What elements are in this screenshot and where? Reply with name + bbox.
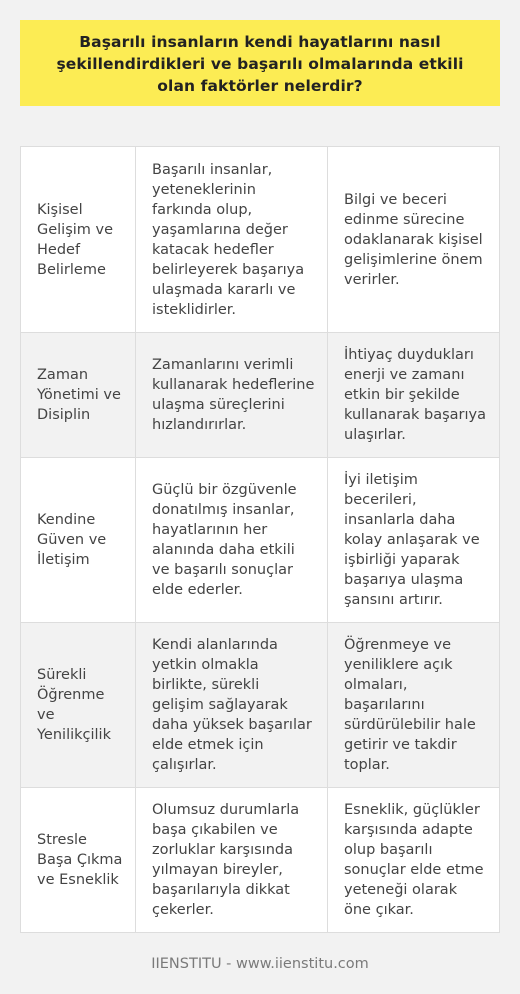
effect-text: İyi iletişim becerileri, insanlarla daha kolay anlaşarak ve işbirliği yaparak başarıya ulaşma şansını artırır.: [344, 472, 480, 608]
description-cell: [136, 623, 328, 787]
page-title: [20, 20, 500, 106]
description-cell: [136, 147, 328, 332]
description-text: Başarılı insanlar, yeteneklerinin farkında olup, yaşamlarına değer katacak hedefler belirleyerek başarıya ulaşmada kararlı ve isteklidirler.: [152, 161, 305, 318]
effect-cell: [328, 333, 499, 457]
footer-text: IIENSTITU - www.iienstitu.com: [151, 956, 369, 972]
description-text: Zamanlarını verimli kullanarak hedeflerine ulaşma süreçlerini hızlandırırlar.: [152, 357, 315, 433]
effect-cell: [328, 788, 499, 932]
table-row: [21, 147, 499, 333]
factor-cell: [21, 788, 136, 932]
description-cell: [136, 333, 328, 457]
effect-text: İhtiyaç duydukları enerji ve zamanı etkin bir şekilde kullanarak başarıya ulaşırlar.: [344, 347, 486, 443]
factors-table: [20, 146, 500, 933]
table-row: [21, 788, 499, 932]
effect-cell: [328, 147, 499, 332]
factor-text: Kişisel Gelişim ve Hedef Belirleme: [37, 201, 114, 278]
effect-text: Öğrenmeye ve yeniliklere açık olmaları, başarılarını sürdürülebilir hale getirir ve takdir toplar.: [344, 637, 476, 773]
factor-text: Zaman Yönetimi ve Disiplin: [37, 367, 121, 423]
factor-cell: [21, 333, 136, 457]
description-text: Güçlü bir özgüvenle donatılmış insanlar, hayatlarının her alanında daha etkili ve başarılı sonuçlar elde ederler.: [152, 482, 297, 598]
factor-cell: [21, 147, 136, 332]
description-text: Olumsuz durumlarla başa çıkabilen ve zorluklar karşısında yılmayan bireyler, başarılarıyla dikkat çekerler.: [152, 802, 300, 918]
factor-text: Stresle Başa Çıkma ve Esneklik: [37, 832, 123, 888]
factor-text: Kendine Güven ve İletişim: [37, 512, 107, 568]
description-cell: [136, 788, 328, 932]
description-cell: [136, 458, 328, 622]
effect-text: Bilgi ve beceri edinme sürecine odaklanarak kişisel gelişimlerine önem verirler.: [344, 191, 483, 288]
effect-cell: [328, 458, 499, 622]
footer-credit: [0, 954, 520, 974]
table-row: [21, 333, 499, 458]
factor-cell: [21, 623, 136, 787]
effect-text: Esneklik, güçlükler karşısında adapte olup başarılı sonuçlar elde etme yeteneği olarak öne çıkar.: [344, 802, 484, 918]
table-row: [21, 458, 499, 623]
table-row: [21, 623, 499, 788]
effect-cell: [328, 623, 499, 787]
factor-text: Sürekli Öğrenme ve Yenilikçilik: [37, 667, 111, 743]
page-title-text: Başarılı insanların kendi hayatlarını nasıl şekillendirdikleri ve başarılı olmalarında etkili olan faktörler nelerdir?: [56, 33, 464, 95]
description-text: Kendi alanlarında yetkin olmakla birlikte, sürekli gelişim sağlayarak daha yüksek başarılar elde etmek için çalışırlar.: [152, 637, 312, 773]
factor-cell: [21, 458, 136, 622]
